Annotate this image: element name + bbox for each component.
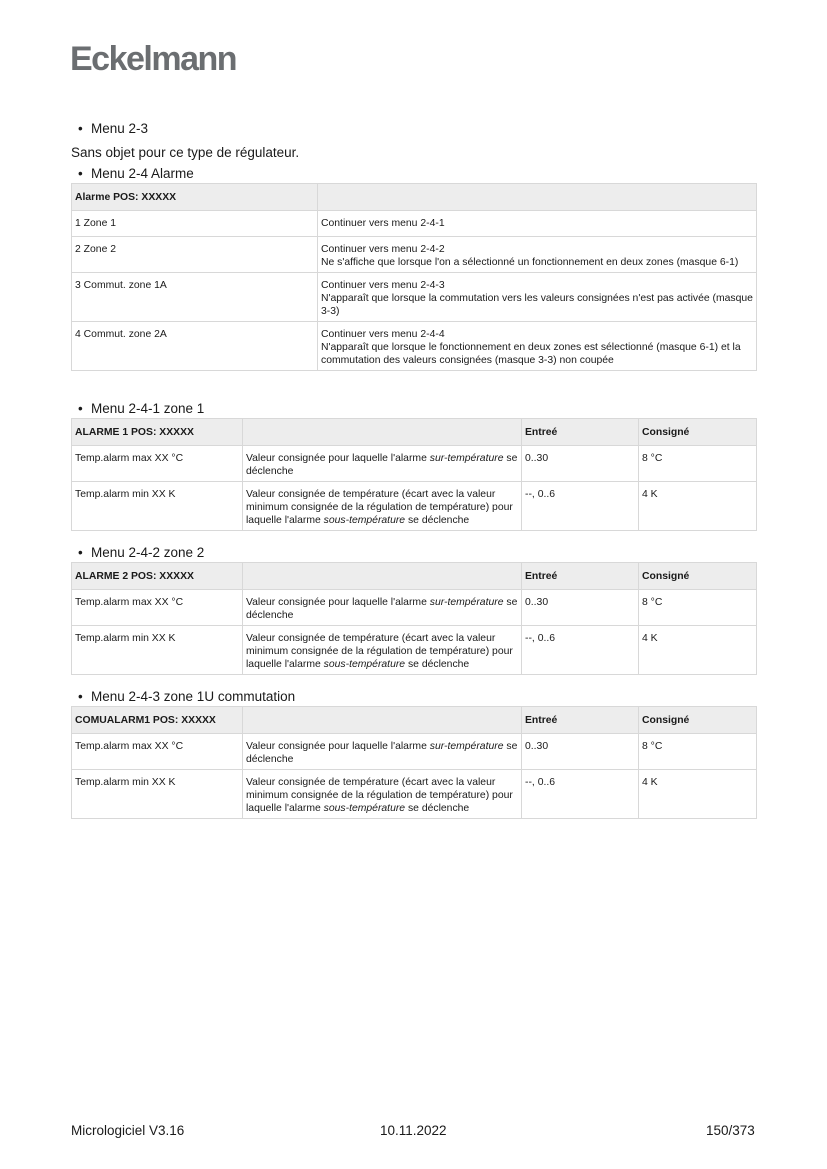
table-header-cell [243, 707, 522, 734]
table-header-cell [243, 419, 522, 446]
table-header-cell: Consigné [639, 707, 757, 734]
zone-label: 3 Commut. zone 1A [72, 273, 318, 322]
condition-text: Ne s'affiche que lorsque l'on a sélectionné un fonctionnement en deux zones (masque 6-1) [321, 257, 739, 268]
continue-text: Continuer vers menu 2-4-2 [321, 244, 445, 255]
zone-label: 4 Commut. zone 2A [72, 322, 318, 371]
continue-text: Continuer vers menu 2-4-4 [321, 329, 445, 340]
table-header-row [72, 563, 757, 590]
param-setpoint: 4 K [639, 482, 757, 531]
bullet-menu-2-4-1: • Menu 2-4-1 zone 1 [78, 401, 204, 416]
param-name: Temp.alarm max XX °C [72, 734, 243, 770]
table-row [72, 446, 757, 482]
zone-description [318, 322, 757, 371]
param-setpoint: 8 °C [639, 590, 757, 626]
param-description: Valeur consignée pour laquelle l'alarme sur-température se déclenche [243, 590, 522, 626]
zone-label: 2 Zone 2 [72, 237, 318, 273]
continue-text: Continuer vers menu 2-4-3 [321, 280, 445, 291]
param-description: Valeur consignée de température (écart avec la valeur minimum consignée de la régulation de température) pour laquelle l'alarme sous-température se déclenche [243, 482, 522, 531]
param-range: --, 0..6 [522, 770, 639, 819]
condition-text: N'apparaît que lorsque le fonctionnement en deux zones est sélectionné (masque 6-1) et la commutation des valeurs consignées (masque 3-3) non coupée [321, 342, 741, 366]
param-name: Temp.alarm min XX K [72, 770, 243, 819]
param-range: 0..30 [522, 734, 639, 770]
param-setpoint: 8 °C [639, 734, 757, 770]
table-header-cell: Consigné [639, 419, 757, 446]
param-range: 0..30 [522, 590, 639, 626]
zone-description [318, 237, 757, 273]
table-header-cell [318, 184, 757, 211]
table-row [72, 590, 757, 626]
table-row [72, 211, 757, 237]
table-header-cell [243, 563, 522, 590]
param-name: Temp.alarm max XX °C [72, 446, 243, 482]
param-description: Valeur consignée de température (écart avec la valeur minimum consignée de la régulation de température) pour laquelle l'alarme sous-température se déclenche [243, 770, 522, 819]
param-range: --, 0..6 [522, 482, 639, 531]
table-row [72, 273, 757, 322]
note-no-object: Sans objet pour ce type de régulateur. [71, 145, 300, 160]
table-header-cell: Entreé [522, 563, 639, 590]
table-header-cell: ALARME 1 POS: XXXXX [72, 419, 243, 446]
param-setpoint: 4 K [639, 770, 757, 819]
param-description: Valeur consignée de température (écart avec la valeur minimum consignée de la régulation de température) pour laquelle l'alarme sous-température se déclenche [243, 626, 522, 675]
footer-page-number: 150/373 [706, 1123, 755, 1138]
table-row [72, 770, 757, 819]
table-header-row [72, 184, 757, 211]
bullet-menu-2-3: • Menu 2-3 [78, 121, 148, 136]
condition-text: N'apparaît que lorsque la commutation vers les valeurs consignées n'est pas activée (masque 3-3) [321, 293, 753, 317]
table-header-row [72, 419, 757, 446]
alarm-commutation-table [71, 706, 757, 819]
table-row [72, 322, 757, 371]
param-name: Temp.alarm min XX K [72, 482, 243, 531]
eckelmann-logo: Eckelmann [70, 40, 237, 78]
footer-date: 10.11.2022 [380, 1123, 447, 1138]
continue-text: Continuer vers menu 2-4-1 [321, 218, 445, 229]
param-setpoint: 4 K [639, 626, 757, 675]
param-name: Temp.alarm max XX °C [72, 590, 243, 626]
bullet-menu-2-4-3: • Menu 2-4-3 zone 1U commutation [78, 689, 295, 704]
table-header-cell: Entreé [522, 419, 639, 446]
zone-label: 1 Zone 1 [72, 211, 318, 237]
table-row [72, 734, 757, 770]
table-header-cell: COMUALARM1 POS: XXXXX [72, 707, 243, 734]
table-header-cell: Consigné [639, 563, 757, 590]
param-range: 0..30 [522, 446, 639, 482]
table-header-row [72, 707, 757, 734]
param-description: Valeur consignée pour laquelle l'alarme sur-température se déclenche [243, 446, 522, 482]
zone-description [318, 211, 757, 237]
table-row [72, 626, 757, 675]
table-row [72, 482, 757, 531]
param-range: --, 0..6 [522, 626, 639, 675]
alarm-zone2-table [71, 562, 757, 675]
footer-firmware: Micrologiciel V3.16 [71, 1123, 185, 1138]
zone-description [318, 273, 757, 322]
bullet-menu-2-4: • Menu 2-4 Alarme [78, 166, 194, 181]
alarm-menu-table [71, 183, 757, 371]
param-description: Valeur consignée pour laquelle l'alarme sur-température se déclenche [243, 734, 522, 770]
alarm-zone1-table [71, 418, 757, 531]
param-name: Temp.alarm min XX K [72, 626, 243, 675]
table-header-cell: Entreé [522, 707, 639, 734]
bullet-menu-2-4-2: • Menu 2-4-2 zone 2 [78, 545, 204, 560]
table-header-cell: ALARME 2 POS: XXXXX [72, 563, 243, 590]
table-header-cell: Alarme POS: XXXXX [72, 184, 318, 211]
table-row [72, 237, 757, 273]
param-setpoint: 8 °C [639, 446, 757, 482]
